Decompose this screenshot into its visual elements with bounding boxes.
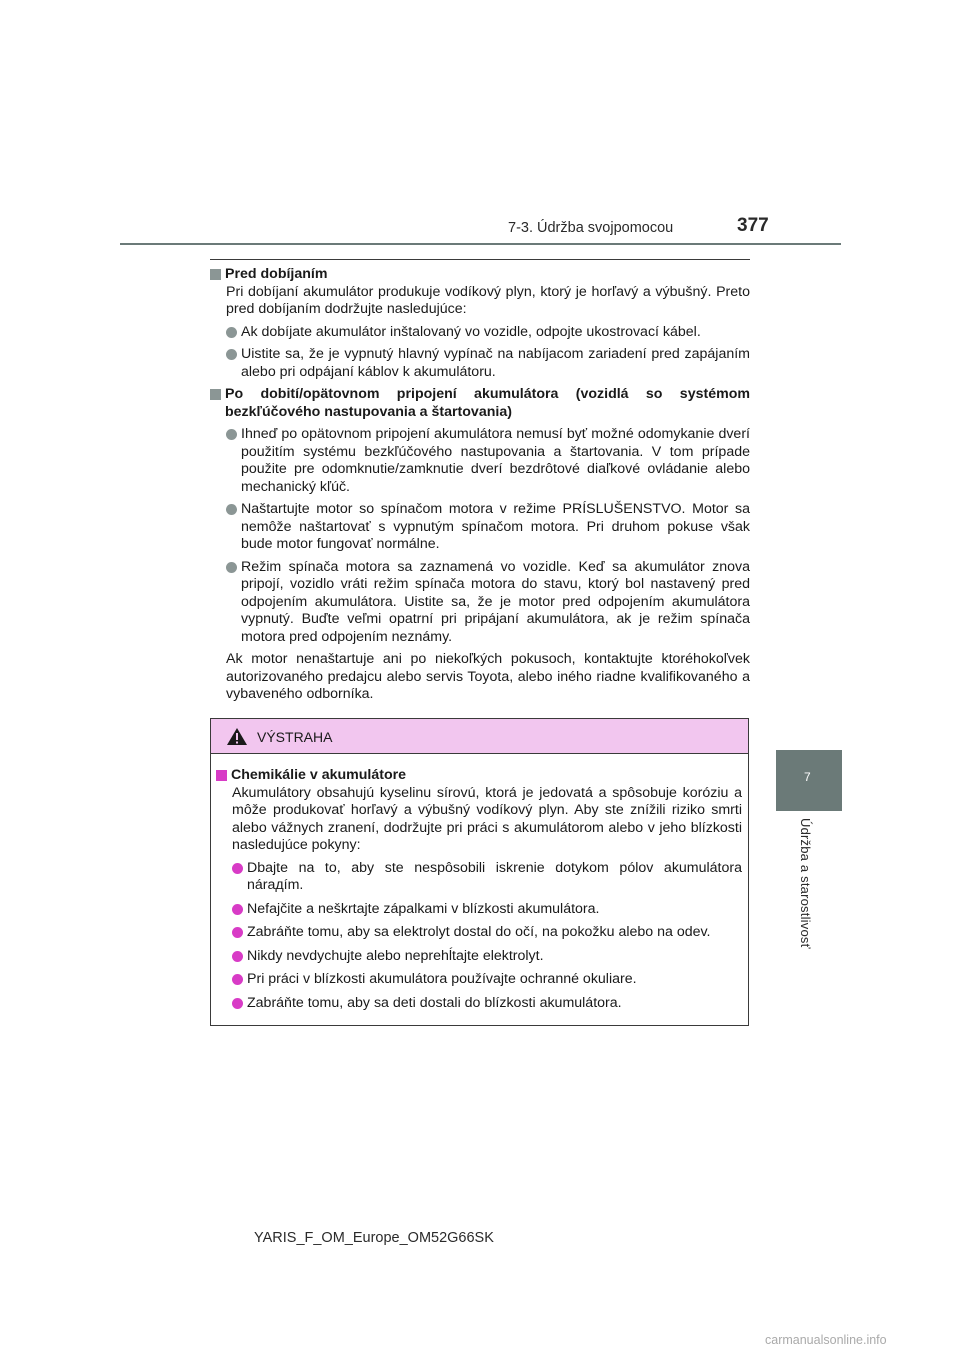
list-item — [226, 346, 750, 381]
warning-text: Akumulátory obsahujú kyselinu sírovú, ktorá je jedovatá a spôsobuje koróziu a môže produkovať horľavý a výbušný vodíkový plyn. Aby ste znížili riziko smrti alebo vážnych zranení, dodržujte pri práci s akumulátorom alebo v jeho blízkosti nasledujúce pokyny: — [232, 784, 742, 853]
warning-title: VÝSTRAHA — [257, 729, 333, 745]
circle-bullet-icon — [226, 429, 237, 440]
section-after-reconnect — [210, 386, 750, 704]
warning-heading-text: Chemikálie v akumulátore — [231, 767, 407, 783]
circle-bullet-icon — [226, 562, 237, 573]
watermark: carmanualsonline.info — [765, 1333, 887, 1347]
section-heading — [210, 266, 750, 284]
list-item — [232, 995, 742, 1013]
warning-box — [210, 718, 749, 1026]
circle-bullet-icon — [232, 974, 243, 985]
warning-header — [211, 719, 748, 754]
square-bullet-icon — [210, 389, 221, 400]
warning-triangle-icon — [226, 727, 248, 746]
chapter-tab-label: Údržba a starostlivosť — [798, 818, 813, 949]
circle-bullet-icon — [226, 327, 237, 338]
circle-bullet-icon — [232, 927, 243, 938]
section-before-charging — [210, 266, 750, 381]
main-content — [210, 266, 750, 706]
square-bullet-icon — [216, 770, 227, 781]
list-item-text: Nikdy nevdychujte alebo neprehĺtajte elektrolyt. — [247, 947, 544, 964]
circle-bullet-icon — [232, 863, 243, 874]
document-footer: YARIS_F_OM_Europe_OM52G66SK — [254, 1230, 494, 1246]
list-item — [226, 426, 750, 496]
list-item-text: Režim spínača motora sa zaznamená vo vozidle. Keď sa akumulátor znova pripojí, vozidlo vráti režim spínača motora do stavu, ktorý bol nastavený pred odpojením akumulátora. Uistite sa, že je motor pred odpojením akumulátora vypnutý. Buďte veľmi opatrní pri pripájaní akumulátora, ak je režim spínača motora pred odpojením neznámy. — [241, 558, 750, 645]
content-divider — [210, 259, 750, 260]
header-divider — [120, 243, 841, 245]
section-heading-text: Po dobití/opätovnom pripojení akumulátora (vozidlá so systémom bezkľúčového nastupovania a štartovania) — [225, 386, 750, 420]
chapter-title: 7-3. Údržba svojpomocou — [508, 220, 674, 236]
section-after-text: Ak motor nenaštartuje ani po niekoľkých pokusoch, kontaktujte ktoréhokoľvek autorizovaného predajcu alebo servis Toyota, alebo iného riadne kvalifikovaného a vybaveného odborníka. — [226, 651, 750, 702]
circle-bullet-icon — [232, 998, 243, 1009]
chapter-tab[interactable] — [776, 750, 842, 811]
list-item-text: Zabráňte tomu, aby sa deti dostali do blízkosti akumulátora. — [247, 994, 622, 1011]
list-item — [226, 559, 750, 647]
bullet-list — [210, 426, 750, 646]
circle-bullet-icon — [226, 349, 237, 360]
list-item — [226, 501, 750, 554]
list-item — [232, 901, 742, 919]
section-text: Pri dobíjaní akumulátor produkuje vodíkový plyn, ktorý je horľavý a výbušný. Preto pred dobíjaním dodržujte nasledujúce: — [226, 283, 750, 317]
warning-heading — [216, 767, 742, 785]
list-item-text: Zabráňte tomu, aby sa elektrolyt dostal do očí, na pokožku alebo na odev. — [247, 924, 711, 940]
circle-bullet-icon — [232, 904, 243, 915]
section-heading — [210, 386, 750, 421]
list-item-text: Uistite sa, že je vypnutý hlavný vypínač na nabíjacom zariadení pred zapájaním alebo pri odpájaní káblov k akumulátoru. — [241, 346, 750, 380]
list-item-text: Dbajte na to, aby ste nespôsobili iskrenie dotykom pólov akumulátora nárадím. — [247, 859, 742, 893]
section-heading-text: Pred dobíjaním — [225, 266, 328, 282]
list-item-text: Ak dobíjate akumulátor inštalovaný vo vozidle, odpojte ukostrovací kábel. — [241, 323, 701, 340]
chapter-tab-number: 7 — [804, 770, 811, 784]
circle-bullet-icon — [226, 504, 237, 515]
circle-bullet-icon — [232, 951, 243, 962]
list-item — [226, 324, 750, 342]
list-item-text: Pri práci v blízkosti akumulátora používajte ochranné okuliare. — [247, 971, 637, 987]
list-item-text: Ihneď po opätovnom pripojení akumulátora nemusí byť možné odomykanie dverí použitím systému bezkľúčového nastupovania a štartovania. V tom prípade použite pre odomknutie/zamknutie dverí bezdrôtové diaľkové ovládanie alebo mechanický kľúč. — [241, 426, 750, 495]
warning-body — [211, 754, 748, 1012]
warning-bullet-list — [216, 860, 742, 1013]
page-number: 377 — [737, 215, 769, 236]
bullet-list — [210, 324, 750, 382]
list-item-text: Nefajčite a neškrtajte zápalkami v blízkosti akumulátora. — [247, 900, 600, 917]
square-bullet-icon — [210, 269, 221, 280]
list-item — [232, 971, 742, 989]
list-item — [232, 948, 742, 966]
list-item — [232, 860, 742, 895]
list-item-text: Naštartujte motor so spínačom motora v režime PRÍSLUŠENSTVO. Motor sa nemôže naštartovať s vypnutým spínačom motora. Pri druhom pokuse však bude motor fungovať normálne. — [241, 501, 750, 552]
list-item — [232, 924, 742, 942]
